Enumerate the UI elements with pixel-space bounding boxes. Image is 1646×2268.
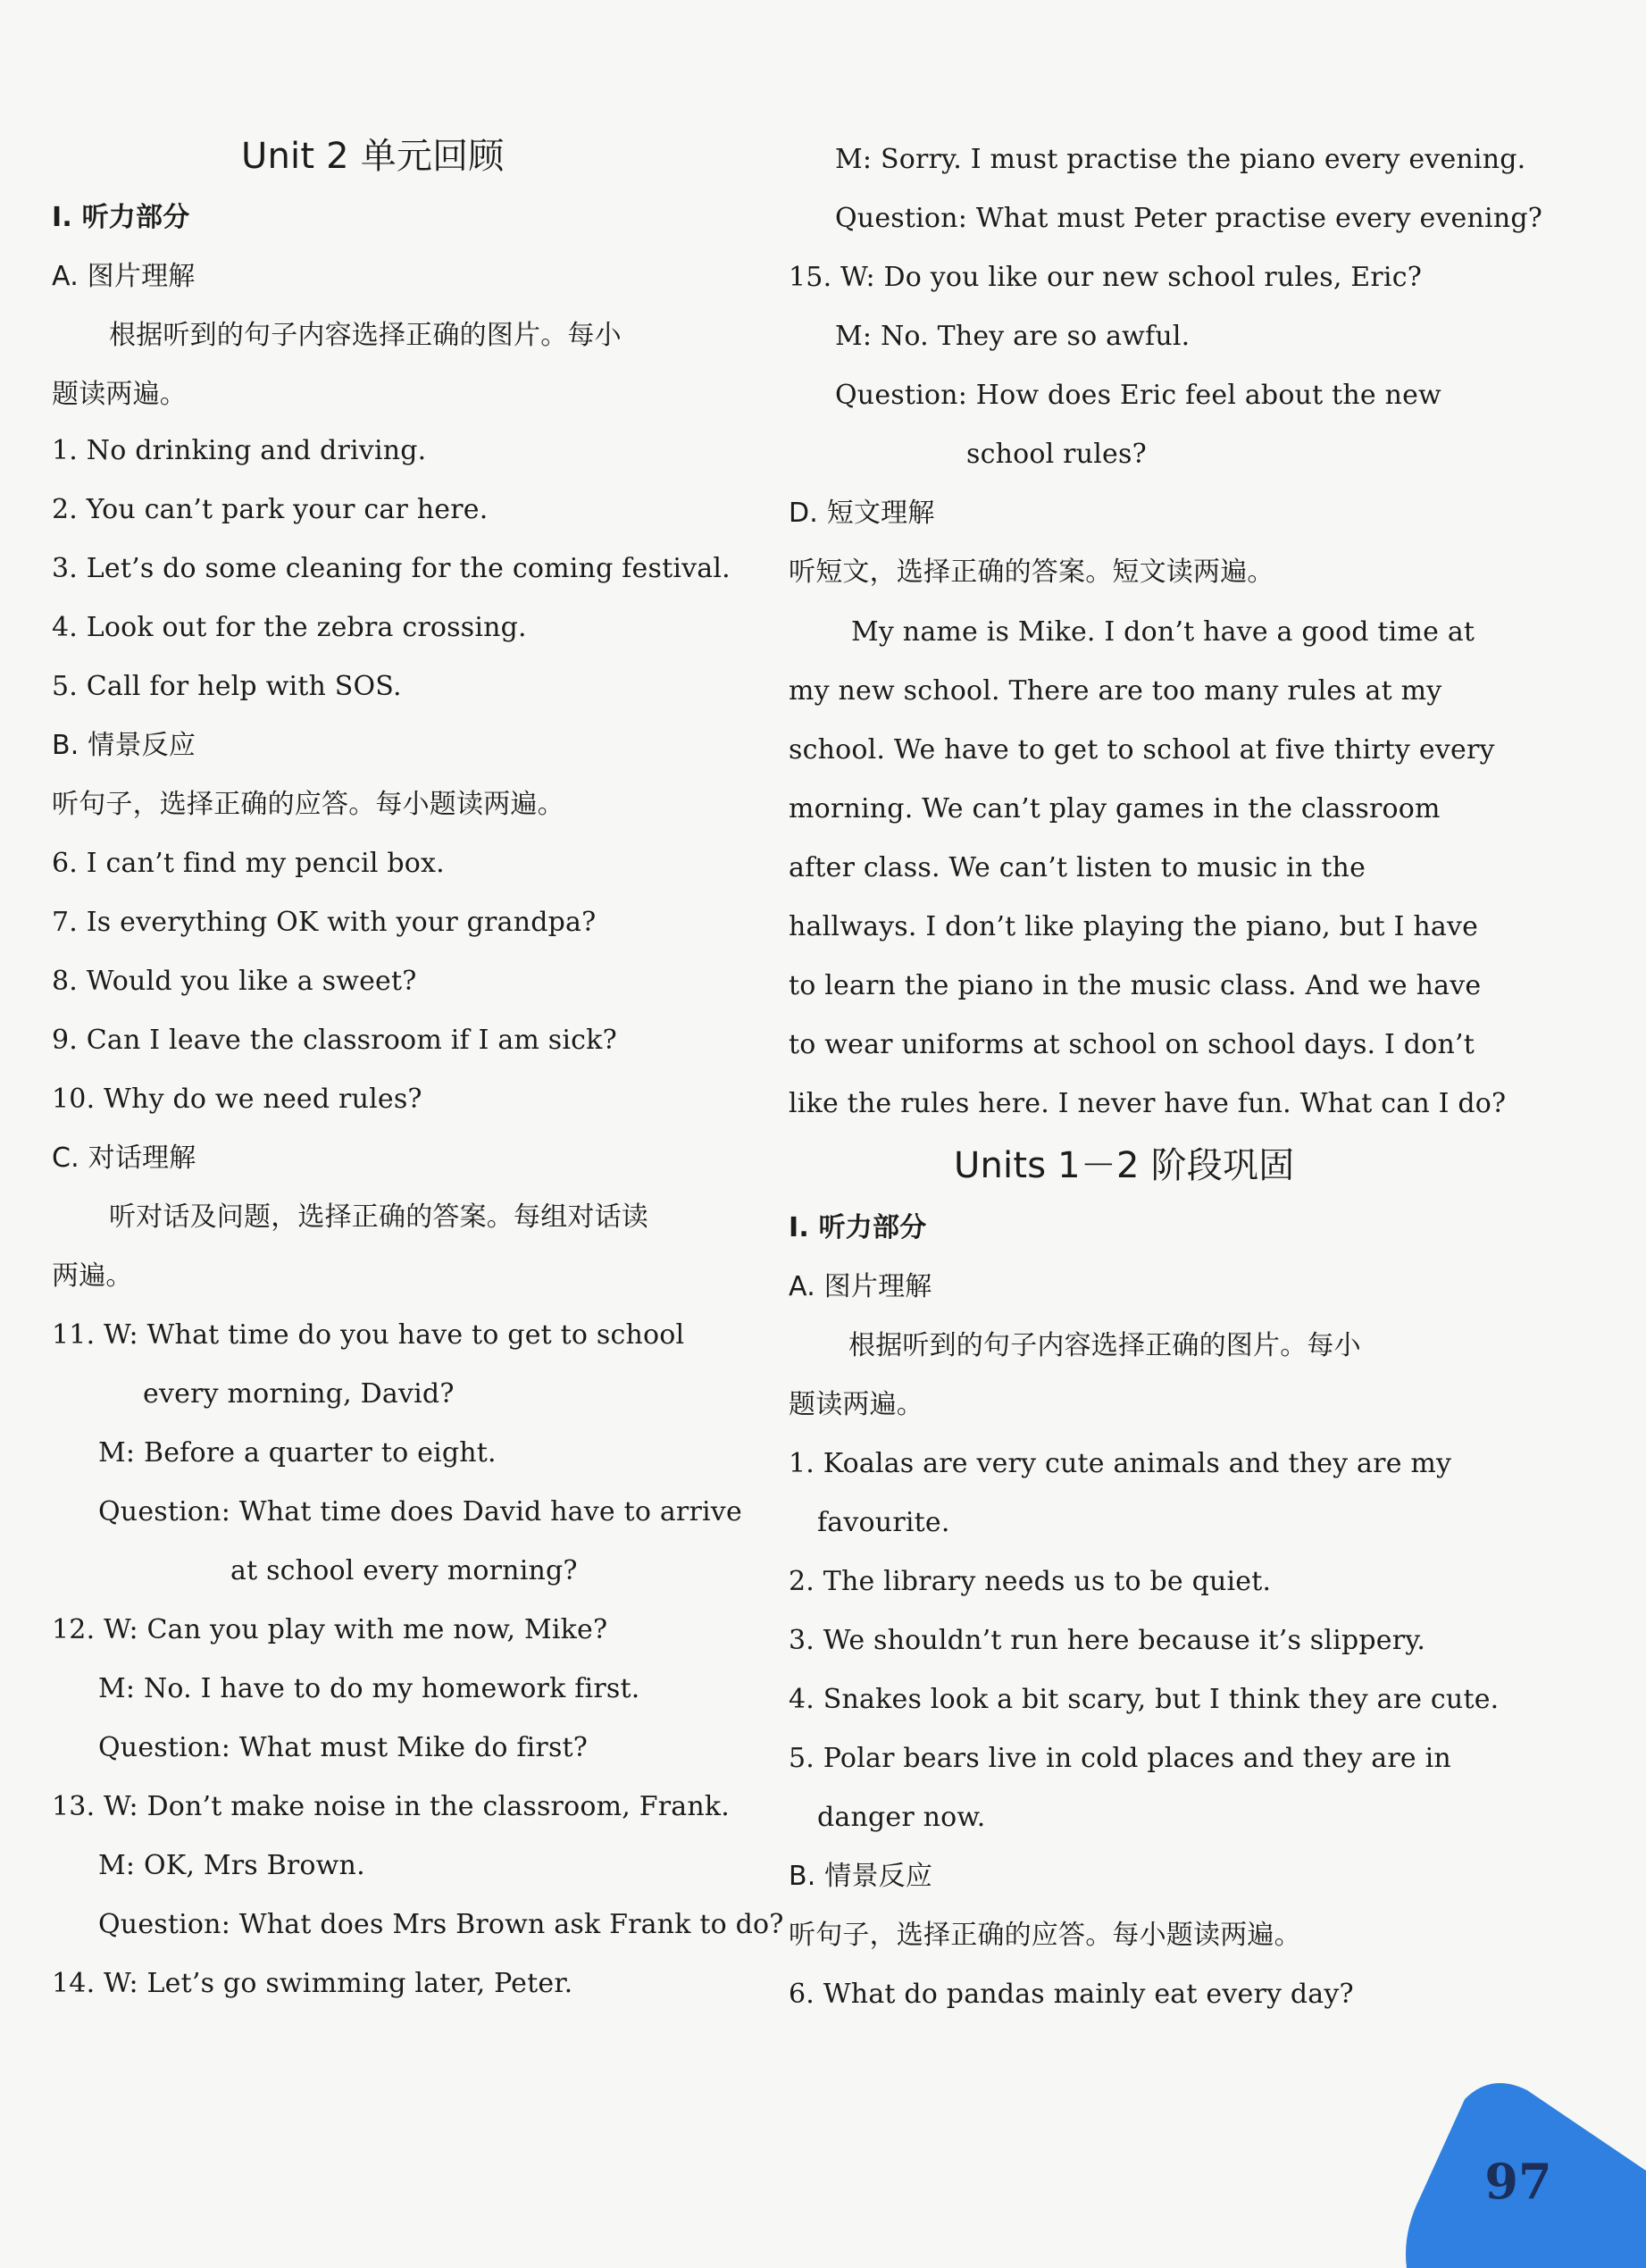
passage-line: hallways. I don’t like playing the piano, but I have bbox=[789, 911, 1479, 942]
passage-line: like the rules here. I never have fun. What can I do? bbox=[789, 1088, 1507, 1119]
dialogue-line: Question: What must Mike do first? bbox=[98, 1732, 589, 1763]
dialogue-line: Question: How does Eric feel about the new bbox=[835, 380, 1441, 411]
list-item: 8. Would you like a sweet? bbox=[52, 966, 417, 997]
part-b-heading: B. 情景反应 bbox=[52, 730, 196, 761]
part-a-instruction-cont: 题读两遍。 bbox=[52, 379, 187, 410]
passage-line: school. We have to get to school at five thirty every bbox=[789, 734, 1495, 766]
dialogue-line: M: No. They are so awful. bbox=[835, 321, 1191, 352]
list-item: 3. Let’s do some cleaning for the coming festival. bbox=[52, 553, 731, 584]
list-item: favourite. bbox=[817, 1507, 950, 1538]
dialogue-line: school rules? bbox=[966, 439, 1147, 470]
list-item: 4. Look out for the zebra crossing. bbox=[52, 612, 527, 643]
part-d-instruction: 听短文，选择正确的答案。短文读两遍。 bbox=[789, 557, 1274, 588]
part-d-heading: D. 短文理解 bbox=[789, 498, 935, 529]
page-number: 97 bbox=[1484, 2153, 1552, 2210]
part-a-instruction-cont: 题读两遍。 bbox=[789, 1389, 923, 1420]
list-item: 1. Koalas are very cute animals and they are my bbox=[789, 1448, 1452, 1479]
dialogue-line: 11. W: What time do you have to get to school bbox=[52, 1319, 685, 1351]
list-item: 5. Call for help with SOS. bbox=[52, 671, 402, 702]
list-item: 10. Why do we need rules? bbox=[52, 1084, 422, 1115]
dialogue-line: M: Sorry. I must practise the piano every evening. bbox=[835, 144, 1526, 175]
dialogue-line: M: No. I have to do my homework first. bbox=[98, 1673, 640, 1704]
list-item: 6. What do pandas mainly eat every day? bbox=[789, 1979, 1354, 2010]
unit-title: Unit 2 单元回顾 bbox=[241, 136, 505, 177]
dialogue-line: 12. W: Can you play with me now, Mike? bbox=[52, 1614, 608, 1645]
dialogue-line: 13. W: Don’t make noise in the classroom, Frank. bbox=[52, 1791, 730, 1822]
part-a-instruction: 根据听到的句子内容选择正确的图片。每小 bbox=[848, 1330, 1361, 1361]
dialogue-line: every morning, David? bbox=[143, 1378, 455, 1410]
dialogue-line: 15. W: Do you like our new school rules, Eric? bbox=[789, 262, 1423, 293]
list-item: 2. You can’t park your car here. bbox=[52, 494, 489, 525]
list-item: danger now. bbox=[817, 1802, 986, 1833]
list-item: 9. Can I leave the classroom if I am sick? bbox=[52, 1025, 617, 1056]
section-heading: Ⅰ. 听力部分 bbox=[52, 202, 190, 233]
dialogue-line: Question: What does Mrs Brown ask Frank to do? bbox=[98, 1909, 784, 1940]
list-item: 2. The library needs us to be quiet. bbox=[789, 1566, 1272, 1597]
passage-line: My name is Mike. I don’t have a good time at bbox=[851, 616, 1475, 648]
list-item: 6. I can’t find my pencil box. bbox=[52, 848, 445, 879]
list-item: 5. Polar bears live in cold places and they are in bbox=[789, 1743, 1451, 1774]
passage-line: morning. We can’t play games in the classroom bbox=[789, 793, 1441, 824]
unit-title-2: Units 1－2 阶段巩固 bbox=[954, 1145, 1295, 1186]
dialogue-line: M: Before a quarter to eight. bbox=[98, 1437, 497, 1469]
part-a-heading: A. 图片理解 bbox=[52, 261, 196, 292]
dialogue-line: M: OK, Mrs Brown. bbox=[98, 1850, 365, 1881]
part-b-instruction: 听句子，选择正确的应答。每小题读两遍。 bbox=[52, 789, 564, 820]
part-a-heading: A. 图片理解 bbox=[789, 1271, 932, 1302]
dialogue-line: 14. W: Let’s go swimming later, Peter. bbox=[52, 1968, 573, 1999]
passage-line: to learn the piano in the music class. And we have bbox=[789, 970, 1482, 1001]
section-heading: Ⅰ. 听力部分 bbox=[789, 1212, 927, 1243]
part-b-heading: B. 情景反应 bbox=[789, 1861, 933, 1892]
part-c-instruction-cont: 两遍。 bbox=[52, 1260, 133, 1292]
dialogue-line: Question: What time does David have to arrive bbox=[98, 1496, 742, 1527]
dialogue-line: Question: What must Peter practise every evening? bbox=[835, 203, 1543, 234]
list-item: 3. We shouldn’t run here because it’s slippery. bbox=[789, 1625, 1426, 1656]
part-c-heading: C. 对话理解 bbox=[52, 1142, 196, 1174]
dialogue-line: at school every morning? bbox=[230, 1555, 578, 1586]
passage-line: to wear uniforms at school on school days. I don’t bbox=[789, 1029, 1475, 1060]
part-c-instruction: 听对话及问题，选择正确的答案。每组对话读 bbox=[109, 1201, 648, 1233]
passage-line: after class. We can’t listen to music in the bbox=[789, 852, 1366, 883]
part-a-instruction: 根据听到的句子内容选择正确的图片。每小 bbox=[109, 320, 622, 351]
passage-line: my new school. There are too many rules at my bbox=[789, 675, 1442, 707]
list-item: 4. Snakes look a bit scary, but I think they are cute. bbox=[789, 1684, 1500, 1715]
list-item: 7. Is everything OK with your grandpa? bbox=[52, 907, 597, 938]
list-item: 1. No drinking and driving. bbox=[52, 435, 427, 466]
part-b-instruction: 听句子，选择正确的应答。每小题读两遍。 bbox=[789, 1920, 1301, 1951]
